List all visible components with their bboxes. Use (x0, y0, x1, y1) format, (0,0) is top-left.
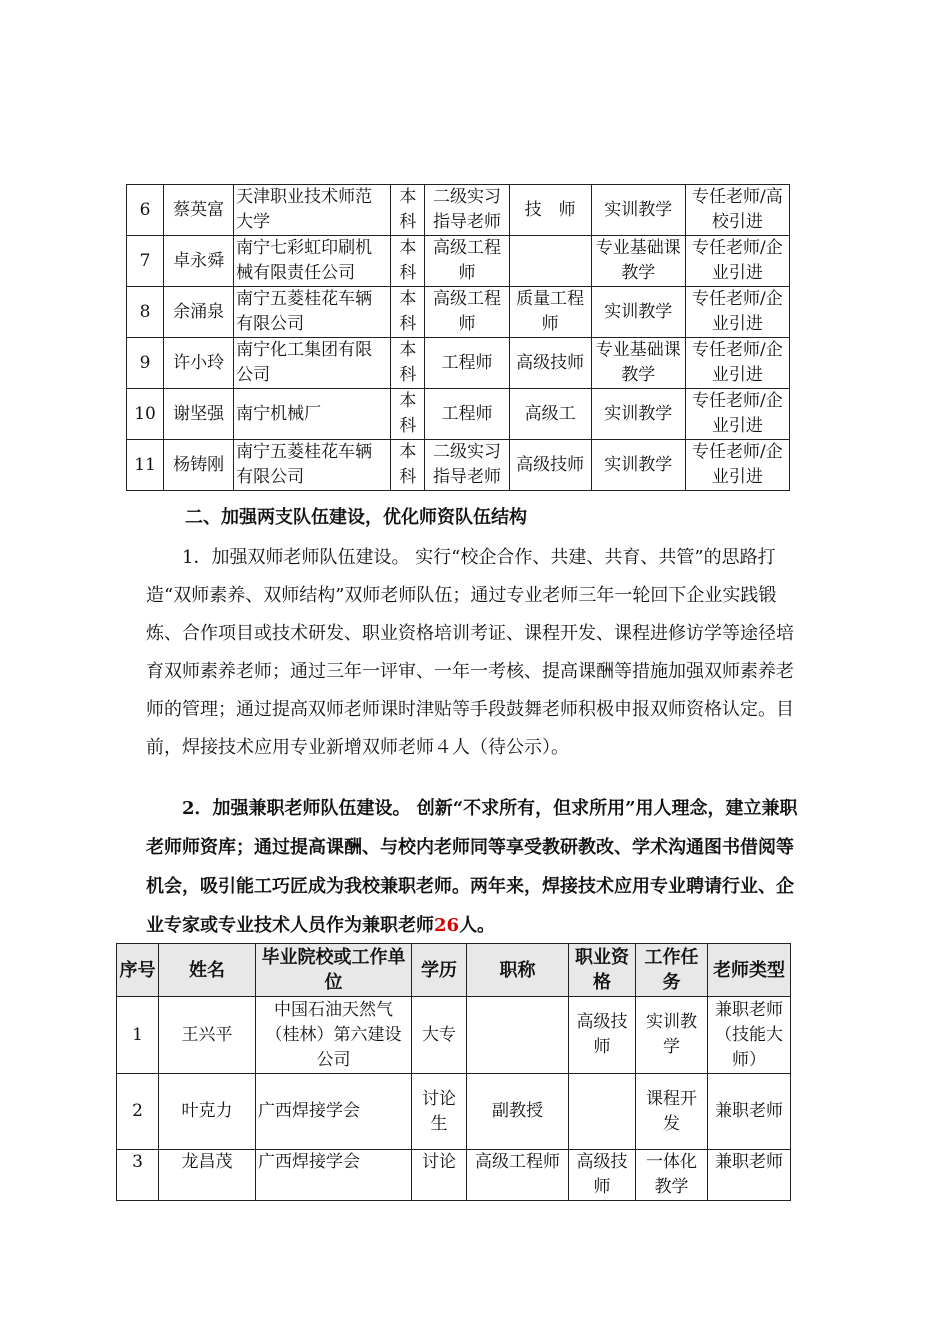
table-row (127, 440, 790, 491)
cell-name: 余涌泉 (164, 287, 234, 338)
cell-school: 广西焊接学会 (256, 1074, 412, 1150)
cell-task: 课程开发 (636, 1074, 708, 1150)
cell-type: 专任老师/企业引进 (685, 389, 789, 440)
cell-title: 工程师 (425, 389, 509, 440)
cell-edu: 大专 (412, 997, 467, 1074)
paragraph-part-time-teacher (146, 789, 802, 945)
cell-edu: 本科 (391, 185, 425, 236)
cell-no: 11 (127, 440, 164, 491)
table-row (117, 997, 791, 1074)
cell-no: 3 (117, 1150, 159, 1201)
cell-task: 专业基础课教学 (591, 236, 685, 287)
cell-school: 中国石油天然气（桂林）第六建设公司 (256, 997, 412, 1074)
cell-type: 兼职老师 (708, 1150, 791, 1201)
section-heading: 二、加强两支队伍建设，优化师资队伍结构 (185, 507, 527, 528)
cell-task: 实训教学 (591, 440, 685, 491)
cell-title: 二级实习指导老师 (425, 185, 509, 236)
cell-edu: 本科 (391, 287, 425, 338)
cell-no: 8 (127, 287, 164, 338)
cell-title: 副教授 (467, 1074, 569, 1150)
paragraph-double-teacher: 1．加强双师老师队伍建设。 实行“校企合作、共建、共育、共管”的思路打造“双师素养、双师结构”双师老师队伍；通过专业老师三年一轮回下企业实践锻炼、合作项目或技术研发、职业资格培训考证、课程开发、课程进修访学等途径培育双师素养老师；通过三年一评审、一年一考核、提高课酬等措施加强双师素养老师的管理；通过提高双师老师课时津贴等手段鼓舞老师积极申报双师资格认定。目前，焊接技术应用专业新增双师老师４人（待公示）。 (146, 547, 794, 758)
header-school: 毕业院校或工作单位 (256, 944, 412, 997)
cell-no: 2 (117, 1074, 159, 1150)
paragraph-text: 2．加强兼职老师队伍建设。 创新“不求所有，但求所用”用人理念，建立兼职老师师资库；通过提高课酬、与校内老师同等享受教研教改、学术沟通图书借阅等机会，吸引能工巧匠成为我校兼职老师。两年来，焊接技术应用专业聘请行业、企业专家或专业技术人员作为兼职老师 (146, 798, 798, 936)
cell-edu: 讨论 (412, 1150, 467, 1201)
cell-school: 天津职业技术师范大学 (234, 185, 391, 236)
cell-name: 龙昌茂 (159, 1150, 256, 1201)
cell-type: 兼职老师 (708, 1074, 791, 1150)
cell-no: 9 (127, 338, 164, 389)
cell-school: 南宁五菱桂花车辆有限公司 (234, 287, 391, 338)
cell-title: 高级工程师 (425, 287, 509, 338)
table-row (127, 185, 790, 236)
table-row (117, 1150, 791, 1201)
table-row (127, 236, 790, 287)
table-row (117, 1074, 791, 1150)
cell-edu: 讨论生 (412, 1074, 467, 1150)
cell-qual: 质量工程师 (509, 287, 591, 338)
cell-edu: 本科 (391, 338, 425, 389)
cell-qual: 高级工 (509, 389, 591, 440)
header-edu: 学历 (412, 944, 467, 997)
cell-qual: 高级技师 (569, 1150, 636, 1201)
cell-name: 卓永舜 (164, 236, 234, 287)
paragraph-tail: 人。 (459, 915, 496, 936)
cell-task: 实训教学 (591, 389, 685, 440)
cell-no: 10 (127, 389, 164, 440)
cell-title (467, 997, 569, 1074)
highlight-number: 26 (434, 915, 460, 936)
cell-name: 王兴平 (159, 997, 256, 1074)
header-name: 姓名 (159, 944, 256, 997)
cell-task: 实训教学 (591, 287, 685, 338)
table-row (127, 338, 790, 389)
header-task: 工作任务 (636, 944, 708, 997)
cell-title: 二级实习指导老师 (425, 440, 509, 491)
cell-type: 专任老师/企业引进 (685, 440, 789, 491)
cell-name: 叶克力 (159, 1074, 256, 1150)
cell-type: 专任老师/企业引进 (685, 287, 789, 338)
header-qual: 职业资格 (569, 944, 636, 997)
cell-edu: 本科 (391, 389, 425, 440)
cell-school: 南宁机械厂 (234, 389, 391, 440)
table-row (127, 287, 790, 338)
header-type: 老师类型 (708, 944, 791, 997)
cell-qual: 高级技师 (569, 997, 636, 1074)
cell-title: 高级工程师 (425, 236, 509, 287)
cell-name: 许小玲 (164, 338, 234, 389)
cell-qual: 高级技师 (509, 440, 591, 491)
cell-no: 7 (127, 236, 164, 287)
cell-no: 6 (127, 185, 164, 236)
header-no: 序号 (117, 944, 159, 997)
cell-task: 一体化教学 (636, 1150, 708, 1201)
cell-school: 广西焊接学会 (256, 1150, 412, 1201)
cell-school: 南宁化工集团有限公司 (234, 338, 391, 389)
cell-title: 工程师 (425, 338, 509, 389)
cell-type: 专任老师/企业引进 (685, 236, 789, 287)
cell-task: 实训教学 (636, 997, 708, 1074)
staff-table-parttime (116, 943, 791, 1201)
table-row (127, 389, 790, 440)
cell-school: 南宁七彩虹印刷机械有限责任公司 (234, 236, 391, 287)
cell-type: 兼职老师（技能大师） (708, 997, 791, 1074)
staff-table-fulltime (126, 184, 790, 491)
cell-task: 实训教学 (591, 185, 685, 236)
cell-qual: 技 师 (509, 185, 591, 236)
cell-type: 专任老师/高校引进 (685, 185, 789, 236)
table-header-row (117, 944, 791, 997)
cell-edu: 本科 (391, 440, 425, 491)
cell-qual: 高级技师 (509, 338, 591, 389)
cell-title: 高级工程师 (467, 1150, 569, 1201)
cell-type: 专任老师/企业引进 (685, 338, 789, 389)
cell-qual (569, 1074, 636, 1150)
cell-qual (509, 236, 591, 287)
cell-no: 1 (117, 997, 159, 1074)
cell-name: 谢坚强 (164, 389, 234, 440)
cell-name: 蔡英富 (164, 185, 234, 236)
cell-school: 南宁五菱桂花车辆有限公司 (234, 440, 391, 491)
cell-task: 专业基础课教学 (591, 338, 685, 389)
cell-edu: 本科 (391, 236, 425, 287)
header-title: 职称 (467, 944, 569, 997)
cell-name: 杨铸刚 (164, 440, 234, 491)
